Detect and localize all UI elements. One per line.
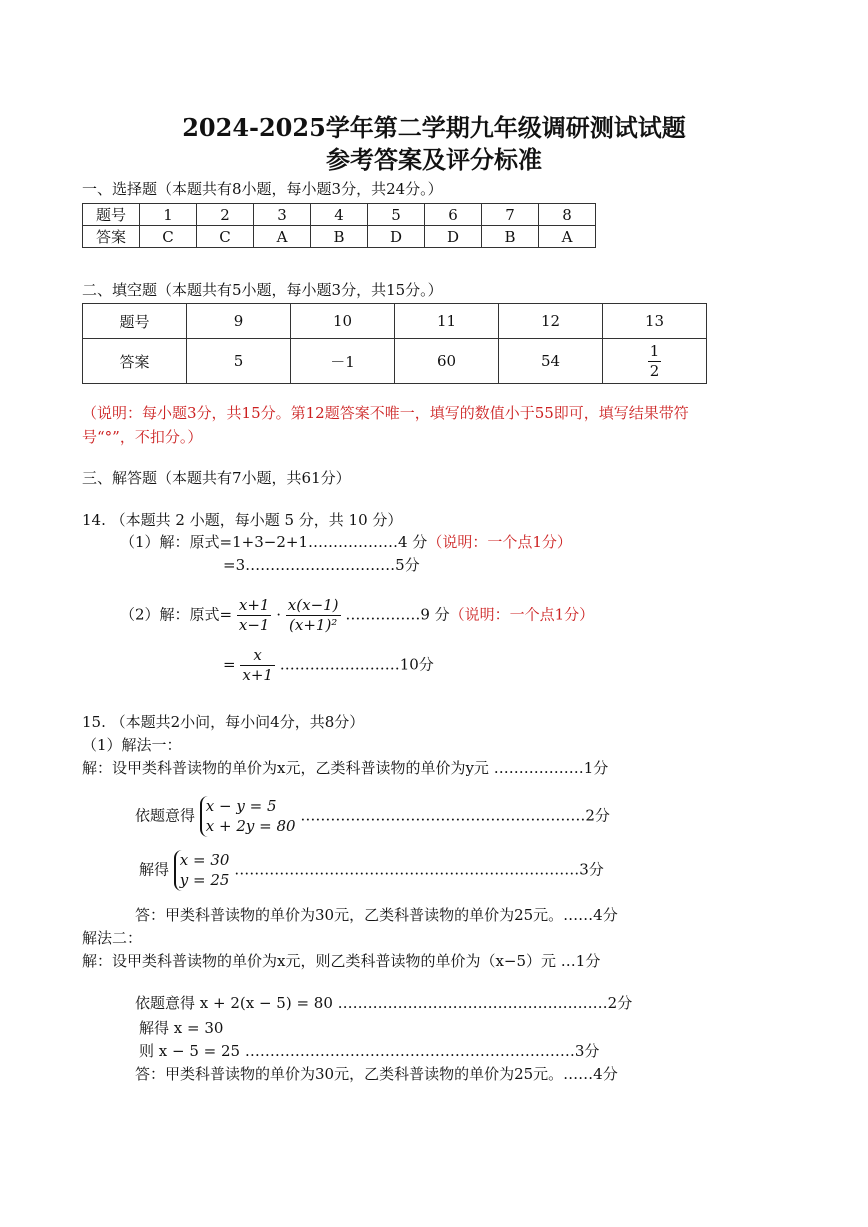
equation-system: x − y = 5 x + 2y = 80 [200,796,296,837]
table-cell: 5 [368,204,425,226]
table-row [83,226,596,248]
table-cell: 10 [291,304,395,339]
table-cell: －1 [291,339,395,384]
row-label: 题号 [83,204,140,226]
section2-note-line2: 号“°”，不扣分。） [82,428,203,446]
table-cell: D [425,226,482,248]
q15-method2-label: 解法二： [82,929,143,947]
table-cell: 54 [499,339,603,384]
row-label: 答案 [83,226,140,248]
section1-heading: 一、选择题（本题共有8小题，每小题3分，共24分。） [82,180,443,198]
q15-method2-line3: 解得 x = 30 [139,1019,224,1037]
q14-part1-note: （说明：一个点1分） [427,533,572,551]
table-cell: A [539,226,596,248]
table-row [83,304,707,339]
table-cell: 6 [425,204,482,226]
table-cell: 8 [539,204,596,226]
q15-method2-answer: 答：甲类科普读物的单价为30元，乙类科普读物的单价为25元。……4分 [135,1065,618,1083]
table-cell: C [197,226,254,248]
table-cell: 60 [395,339,499,384]
table-cell: 5 [187,339,291,384]
q15-method2-line2: 依题意得 x + 2(x − 5) = 80 ………………………………………………2分 [135,994,633,1012]
section2-table [82,303,707,384]
table-cell: 3 [254,204,311,226]
table-cell: D [368,226,425,248]
row-label: 答案 [83,339,187,384]
document-title: 2024-2025学年第二学期九年级调研测试试题 [182,113,686,142]
solution-system: x = 30 y = 25 [174,850,230,891]
q14-part1-line2: =3…………………………5分 [223,556,420,574]
q15-method1-solution: 解得 x = 30 y = 25 ……………………………………………………………3分 [139,851,604,890]
table-cell: B [482,226,539,248]
q15-method2-line1: 解：设甲类科普读物的单价为x元，则乙类科普读物的单价为（x−5）元 …1分 [82,952,601,970]
row-label: 题号 [83,304,187,339]
table-cell: 12 [499,304,603,339]
section2-note-line1: （说明：每小题3分，共15分。第12题答案不唯一，填写的数值小于55即可，填写结果带符 [82,404,689,422]
fraction: $\frac{x+1}{x-1}$ [238,596,270,634]
table-cell: 7 [482,204,539,226]
q14-part1-line1: （1）解：原式=1+3−2+1………………4 分（说明：一个点1分） [120,533,572,551]
section1-table [82,203,596,248]
section3-heading: 三、解答题（本题共有7小题，共61分） [82,469,351,487]
q14-part2-line2: = $\frac{x}{x+1}$ ……………………10分 [223,646,434,684]
fraction: $\frac{x(x-1)}{\text{(x+1)²}}$ [287,596,339,634]
table-row [83,339,707,384]
q14-part2-note: （说明：一个点1分） [449,605,595,624]
table-row [83,204,596,226]
q15-method1-line1: 解：设甲类科普读物的单价为x元，乙类科普读物的单价为y元 ………………1分 [82,759,609,777]
table-cell: 1 [140,204,197,226]
table-cell: 4 [311,204,368,226]
q15-method2-line4: 则 x − 5 = 25 …………………………………………………………3分 [139,1042,600,1060]
q15-method1-label: （1）解法一： [82,736,182,754]
table-cell: 11 [395,304,499,339]
section2-heading: 二、填空题（本题共有5小题，每小题3分，共15分。） [82,281,443,299]
table-cell: C [140,226,197,248]
q15-heading: 15. （本题共2小问，每小问4分，共8分） [82,713,365,731]
q14-heading: 14. （本题共 2 小题，每小题 5 分，共 10 分） [82,511,403,529]
q15-method1-answer: 答：甲类科普读物的单价为30元，乙类科普读物的单价为25元。……4分 [135,906,618,924]
q14-part2-line1: （2）解：原式= $\frac{x+1}{x-1}$ · $\frac{x(x-1)}{\text{(x+1)²}}$ ……………9 分（说明：一个点1分） [120,596,595,634]
fraction: $\frac{1}{2}$ [649,341,660,380]
q15-method1-system: 依题意得 x − y = 5 x + 2y = 80 …………………………………………………2分 [135,797,610,836]
document-subtitle: 参考答案及评分标准 [326,145,542,174]
table-cell: 13 [603,304,707,339]
table-cell [603,339,707,384]
table-cell: A [254,226,311,248]
fraction: $\frac{x}{x+1}$ [242,646,273,684]
table-cell: B [311,226,368,248]
table-cell: 2 [197,204,254,226]
table-cell: 9 [187,304,291,339]
